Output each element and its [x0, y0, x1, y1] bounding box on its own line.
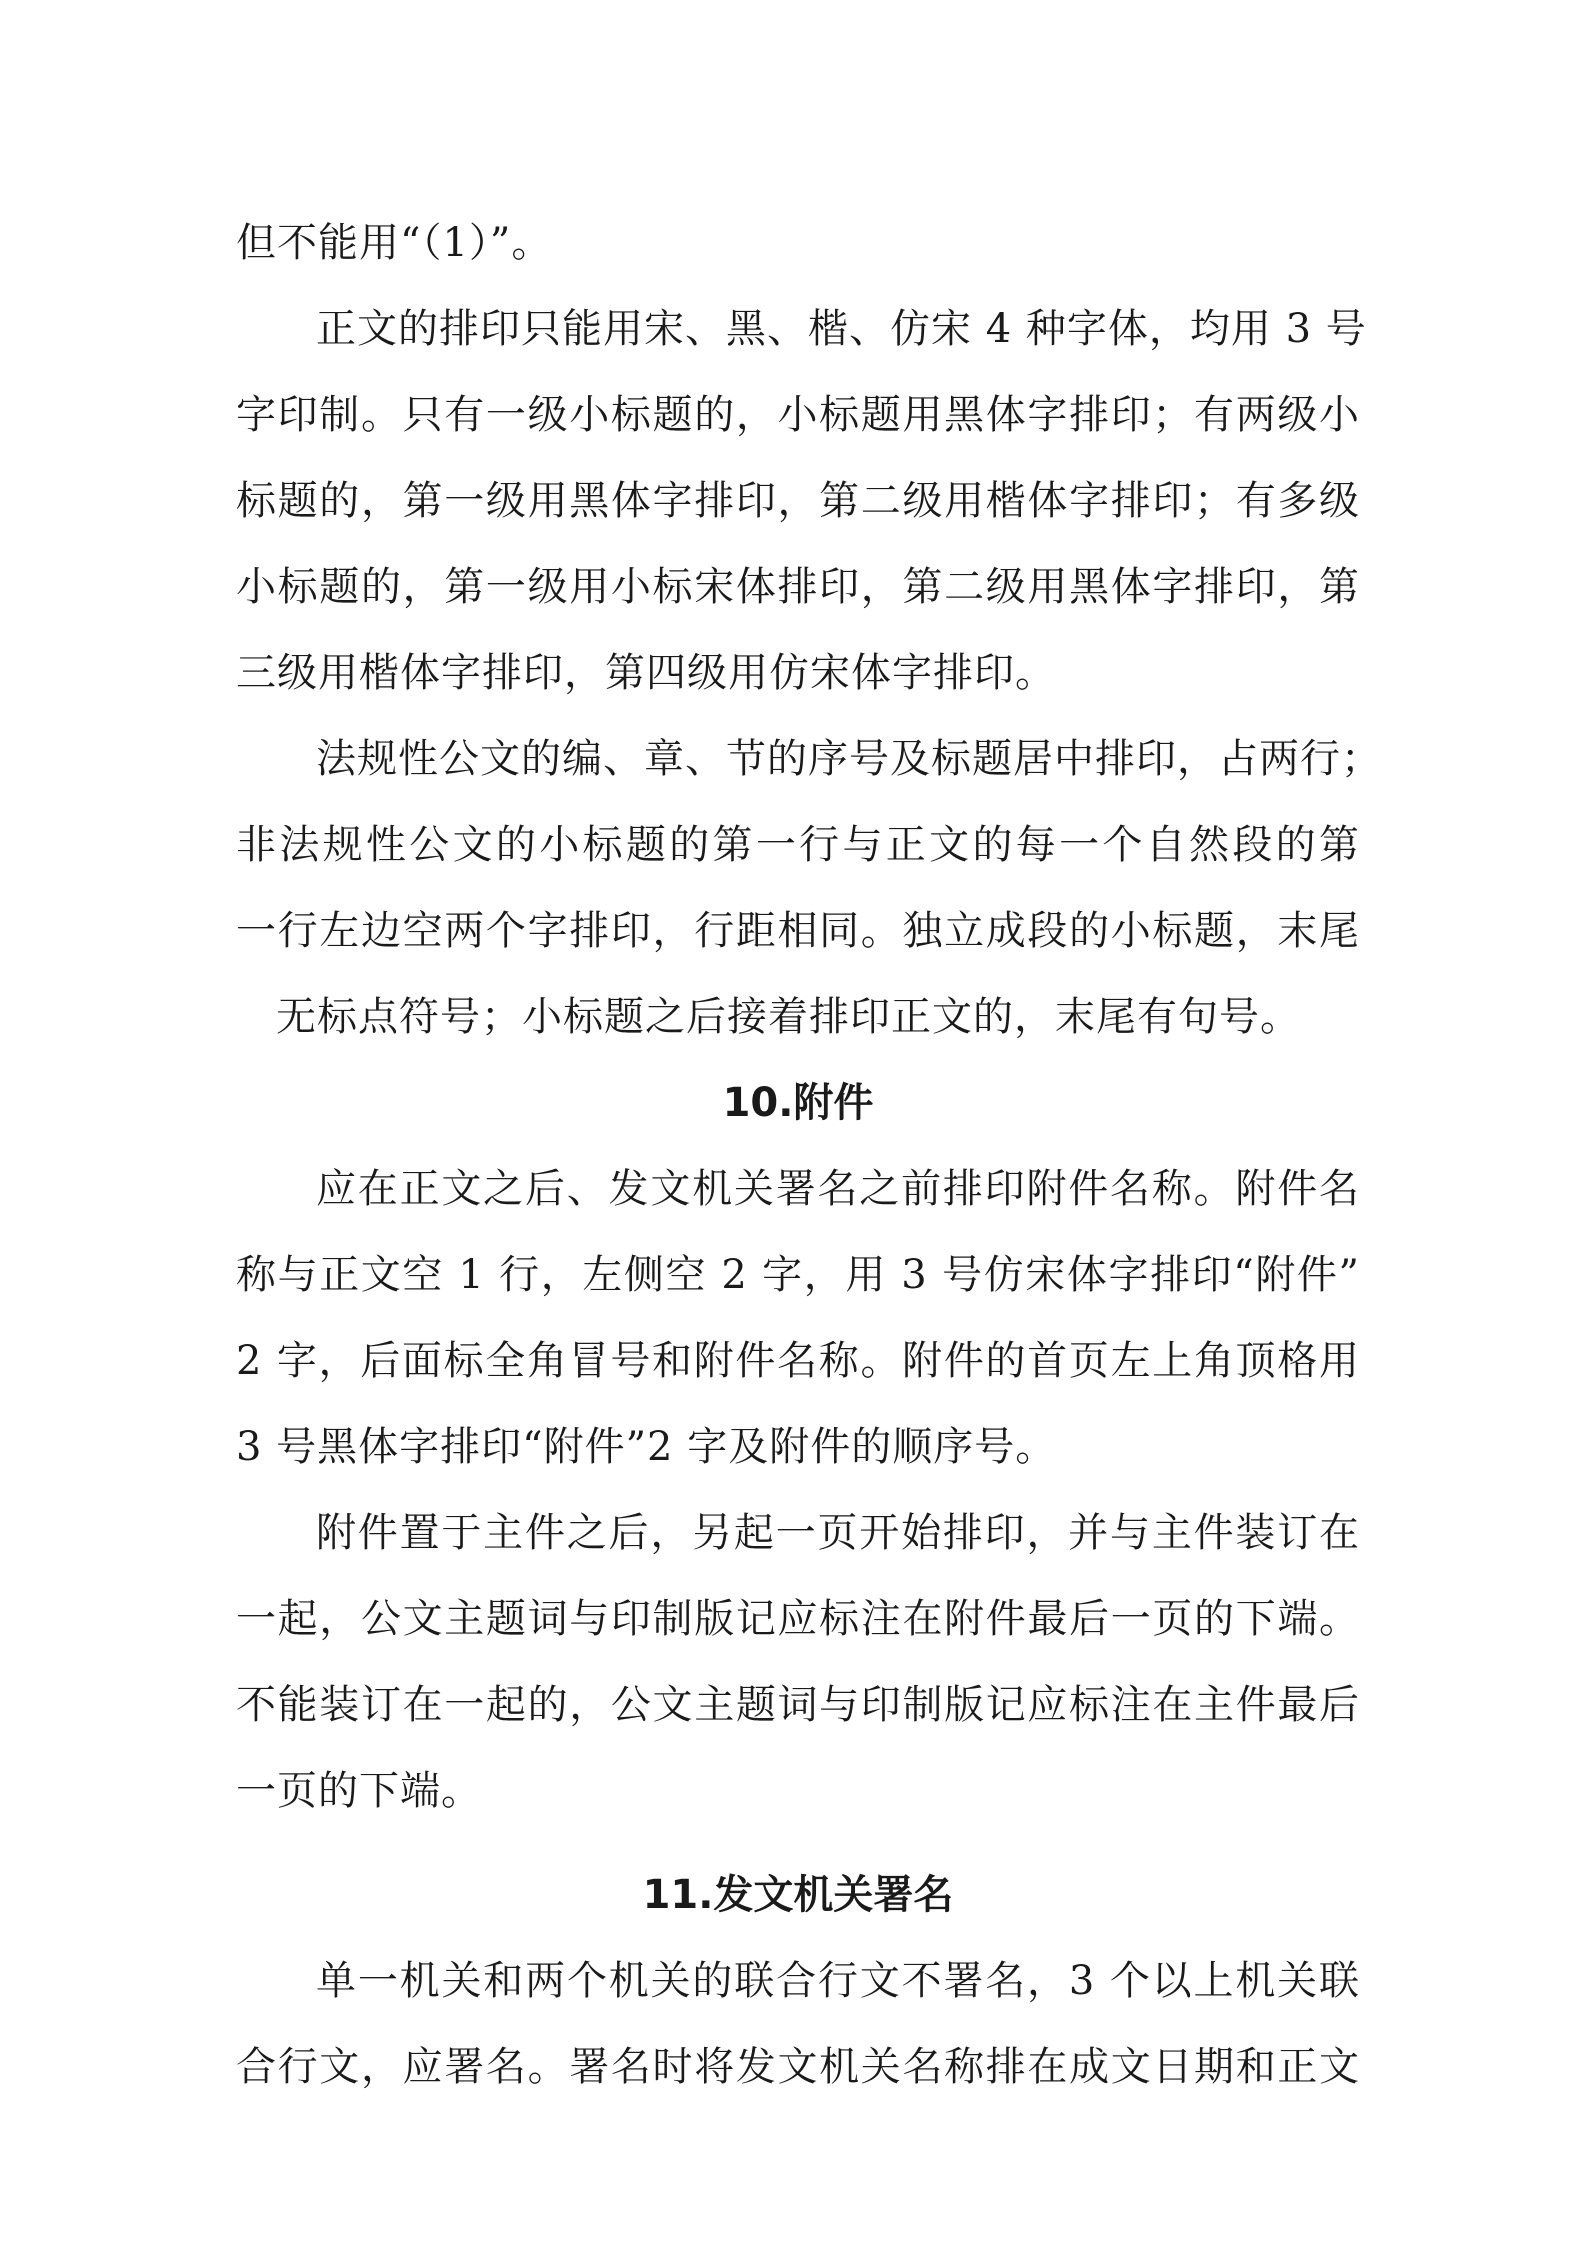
paragraph-issuer-signature: [236, 1938, 1360, 2110]
text-line: 3 号黑体字排印“附件”2 字及附件的顺序号。: [236, 1424, 1057, 1470]
text-line: 三级用楷体字排印，第四级用仿宋体字排印。: [236, 650, 1056, 696]
text-line: 合行文，应署名。署名时将发文机关名称排在成文日期和正文: [236, 2044, 1360, 2090]
paragraph-attachment-name: [236, 1146, 1360, 1490]
text-line: 非法规性公文的小标题的第一行与正文的每一个自然段的第: [236, 822, 1360, 868]
text-line: 一页的下端。: [236, 1768, 482, 1814]
section-heading-attachments: 10.附件: [722, 1080, 874, 1126]
text-line: 应在正文之后、发文机关署名之前排印附件名称。附件名: [316, 1166, 1360, 1212]
text-line: 字印制。只有一级小标题的，小标题用黑体字排印；有两级小: [236, 392, 1360, 438]
text-line: 标题的，第一级用黑体字排印，第二级用楷体字排印；有多级: [236, 478, 1360, 524]
paragraph-font-rules: [236, 286, 1367, 716]
text-line: 无标点符号；小标题之后接着排印正文的，末尾有句号。: [276, 994, 1301, 1040]
text-line: 附件置于主件之后，另起一页开始排印，并与主件装订在: [316, 1510, 1360, 1556]
paragraph-heading-rules: [236, 716, 1382, 1060]
text-line: 法规性公文的编、章、节的序号及标题居中排印，占两行；: [316, 736, 1382, 782]
text-line: 2 字，后面标全角冒号和附件名称。附件的首页左上角顶格用: [236, 1338, 1360, 1384]
text-line: 但不能用“（1）”。: [236, 220, 553, 266]
document-page: [236, 200, 1382, 2110]
text-line: 小标题的，第一级用小标宋体排印，第二级用黑体字排印，第: [236, 564, 1360, 610]
text-line: 不能装订在一起的，公文主题词与印制版记应标注在主件最后: [236, 1682, 1360, 1728]
section-heading-issuer-signature: 11.发文机关署名: [642, 1872, 954, 1918]
text-line: 称与正文空 1 行，左侧空 2 字，用 3 号仿宋体字排印“附件”: [236, 1252, 1360, 1298]
text-line: 单一机关和两个机关的联合行文不署名，3 个以上机关联: [316, 1958, 1360, 2004]
text-line: 一起，公文主题词与印制版记应标注在附件最后一页的下端。: [236, 1596, 1360, 1642]
paragraph-attachment-binding: [236, 1490, 1360, 1834]
text-line: 正文的排印只能用宋、黑、楷、仿宋 4 种字体，均用 3 号: [316, 306, 1367, 352]
text-line: 一行左边空两个字排印，行距相同。独立成段的小标题，末尾: [236, 908, 1360, 954]
